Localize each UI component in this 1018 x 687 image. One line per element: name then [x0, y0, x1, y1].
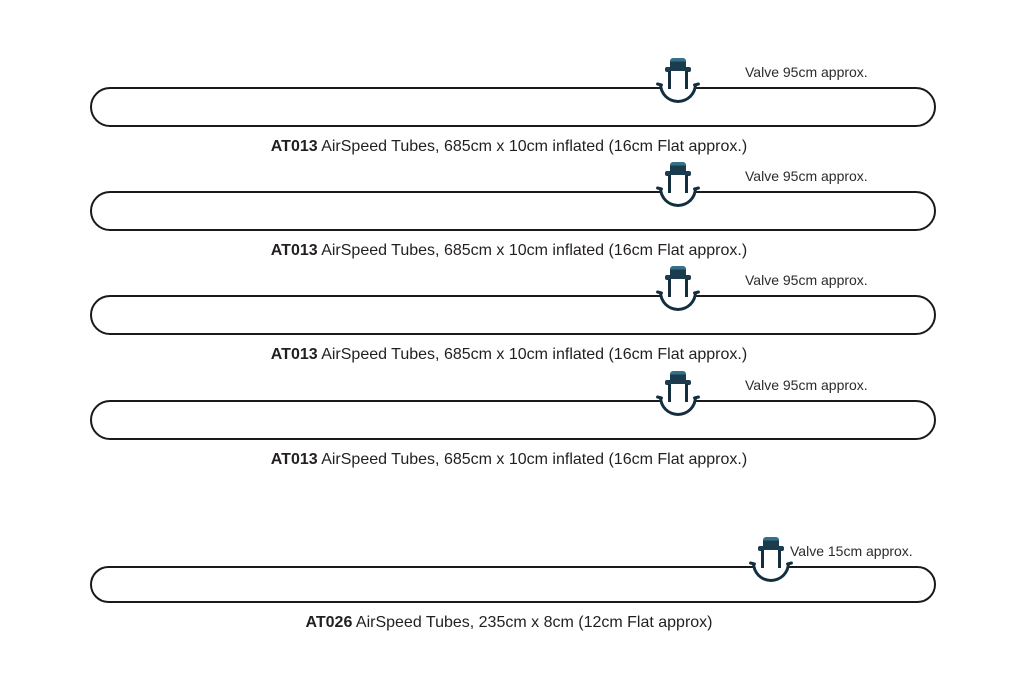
tube-diagram-row-3 — [0, 272, 1018, 363]
valve-icon — [658, 58, 698, 108]
valve-neck-icon — [761, 550, 781, 568]
tube-description: AirSpeed Tubes, 685cm x 10cm inflated (16cm Flat approx.) — [321, 346, 748, 363]
valve-icon — [658, 162, 698, 212]
tube-outline — [90, 295, 936, 335]
valve-icon — [658, 266, 698, 316]
valve-position-label: Valve 95cm approx. — [745, 64, 868, 80]
tube-diagram-row-2 — [0, 168, 1018, 259]
tube-caption — [0, 613, 1018, 632]
tube-diagram-row-1 — [0, 64, 1018, 155]
tube-outline — [90, 191, 936, 231]
valve-position-label: Valve 95cm approx. — [745, 272, 868, 288]
valve-neck-icon — [668, 175, 688, 193]
tube-code: AT026 — [305, 614, 353, 631]
valve-position-label: Valve 15cm approx. — [790, 543, 913, 559]
tube-diagram-row-5 — [0, 543, 1018, 631]
tube-caption — [0, 345, 1018, 364]
tube-caption — [0, 450, 1018, 469]
tube-description: AirSpeed Tubes, 235cm x 8cm (12cm Flat approx) — [355, 614, 713, 631]
tube-description: AirSpeed Tubes, 685cm x 10cm inflated (16cm Flat approx.) — [321, 138, 748, 155]
tube-outline — [90, 400, 936, 440]
tube-diagram-row-4 — [0, 377, 1018, 468]
tube-caption — [0, 241, 1018, 260]
valve-neck-icon — [668, 71, 688, 89]
valve-position-label: Valve 95cm approx. — [745, 168, 868, 184]
tube-outline — [90, 566, 936, 603]
tube-code: AT013 — [270, 138, 318, 155]
tube-code: AT013 — [270, 242, 318, 259]
tube-description: AirSpeed Tubes, 685cm x 10cm inflated (16cm Flat approx.) — [321, 242, 748, 259]
valve-icon — [751, 537, 791, 587]
tube-caption — [0, 137, 1018, 156]
tube-outline — [90, 87, 936, 127]
valve-icon — [658, 371, 698, 421]
valve-position-label: Valve 95cm approx. — [745, 377, 868, 393]
valve-neck-icon — [668, 279, 688, 297]
tube-code: AT013 — [270, 346, 318, 363]
valve-neck-icon — [668, 384, 688, 402]
tube-code: AT013 — [270, 451, 318, 468]
tube-description: AirSpeed Tubes, 685cm x 10cm inflated (16cm Flat approx.) — [321, 451, 748, 468]
